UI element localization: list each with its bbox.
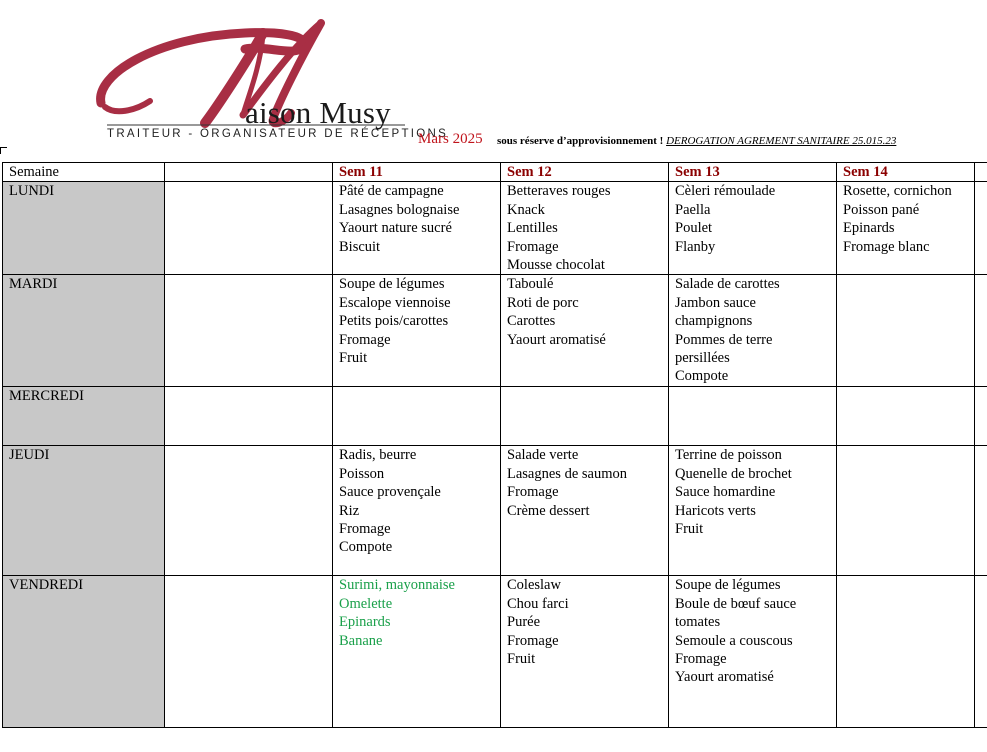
meal-item: Fromage — [507, 484, 559, 501]
meal-item: Pommes de terre — [675, 331, 773, 348]
week-header-11: Sem 11 — [333, 163, 501, 182]
meal-cell — [837, 576, 975, 728]
meal-item: Cèleri rémoulade — [675, 183, 776, 200]
meal-cell — [837, 275, 975, 387]
meal-item: Radis, beurre — [339, 447, 417, 464]
day-row — [3, 275, 987, 387]
month-label: Mars 2025 — [418, 131, 483, 147]
meal-item: Rosette, cornichon — [843, 183, 952, 200]
day-row — [3, 182, 987, 275]
meal-item: Salade verte — [507, 447, 579, 464]
meal-item: Surimi, mayonnaise — [339, 577, 455, 594]
meal-cell — [669, 182, 837, 275]
meal-item: Paella — [675, 201, 711, 218]
meal-cell — [501, 387, 669, 446]
meal-item: Fromage blanc — [843, 238, 930, 255]
meal-item: Lasagnes bolognaise — [339, 201, 460, 218]
meal-cell — [333, 275, 501, 387]
meal-cell — [333, 387, 501, 446]
meal-item: Soupe de légumes — [675, 577, 781, 594]
meal-item: Soupe de légumes — [339, 276, 445, 293]
meal-item: Flanby — [675, 238, 716, 255]
meal-item: Fromage — [339, 521, 391, 538]
meal-item: Semoule a couscous — [675, 632, 793, 649]
meal-item: Boule de bœuf sauce — [675, 595, 797, 612]
edge-cell — [975, 446, 987, 576]
meal-item: Carottes — [507, 313, 556, 330]
week-header-12: Sem 12 — [501, 163, 669, 182]
edge-cell — [975, 387, 987, 446]
blank-cell — [165, 576, 333, 728]
meal-cell — [669, 387, 837, 446]
meal-item: Riz — [339, 502, 360, 519]
meal-item: Poisson — [339, 465, 385, 482]
supply-notice-text: sous réserve d’approvisionnement ! — [497, 135, 664, 147]
week-label: Semaine — [3, 163, 165, 182]
meal-item: Fromage — [507, 632, 559, 649]
meal-item: Yaourt aromatisé — [675, 669, 774, 686]
blank-cell — [165, 275, 333, 387]
meal-item: Jambon sauce — [675, 294, 756, 311]
meal-item: Pâté de campagne — [339, 183, 444, 200]
meal-item: Sauce provençale — [339, 484, 441, 501]
meal-item: champignons — [675, 313, 753, 330]
meal-cell — [501, 275, 669, 387]
meal-item: Compote — [339, 539, 393, 556]
week-header-13: Sem 13 — [669, 163, 837, 182]
blank-header-cell — [165, 163, 333, 182]
day-label: JEUDI — [3, 446, 165, 576]
menu-table — [2, 162, 987, 728]
edge-cell — [975, 275, 987, 387]
meal-item: Roti de porc — [507, 294, 579, 311]
meal-cell — [333, 182, 501, 275]
meal-item: Mousse chocolat — [507, 257, 605, 274]
meal-item: Epinards — [843, 220, 895, 237]
day-label: LUNDI — [3, 182, 165, 275]
meal-item: Betteraves rouges — [507, 183, 611, 200]
meal-item: Compote — [675, 368, 729, 385]
meal-item: persillées — [675, 350, 730, 367]
meal-item: Banane — [339, 632, 383, 649]
week-header-row — [3, 163, 987, 182]
meal-cell — [837, 387, 975, 446]
meal-cell — [501, 446, 669, 576]
meal-cell — [669, 576, 837, 728]
day-label: MARDI — [3, 275, 165, 387]
corner-mark — [0, 147, 7, 154]
meal-item: Petits pois/carottes — [339, 313, 449, 330]
meal-cell — [333, 446, 501, 576]
meal-item: Lasagnes de saumon — [507, 465, 627, 482]
meal-item: tomates — [675, 614, 721, 631]
brand-logo — [95, 15, 449, 155]
blank-cell — [165, 446, 333, 576]
meal-item: Coleslaw — [507, 577, 561, 594]
meal-item: Fromage — [339, 331, 391, 348]
brand-tagline: TRAITEUR - ORGANISATEUR DE RÉCEPTIONS — [107, 128, 449, 140]
edge-cell — [975, 576, 987, 728]
meal-item: Omelette — [339, 595, 393, 612]
meal-item: Salade de carottes — [675, 276, 780, 293]
meal-item: Escalope viennoise — [339, 294, 451, 311]
meal-item: Crème dessert — [507, 502, 590, 519]
meal-item: Haricots verts — [675, 502, 756, 519]
meal-item: Purée — [507, 614, 541, 631]
meal-cell — [837, 446, 975, 576]
meal-cell — [837, 182, 975, 275]
meal-item: Lentilles — [507, 220, 558, 237]
meal-item: Quenelle de brochet — [675, 465, 792, 482]
meal-item: Taboulé — [507, 276, 554, 293]
meal-item: Fruit — [507, 651, 536, 668]
meal-cell — [501, 182, 669, 275]
meal-item: Poisson pané — [843, 201, 920, 218]
meal-item: Fromage — [507, 238, 559, 255]
edge-cell — [975, 163, 987, 182]
blank-cell — [165, 387, 333, 446]
day-row — [3, 387, 987, 446]
meal-item: Poulet — [675, 220, 713, 237]
day-label: VENDREDI — [3, 576, 165, 728]
supply-notice — [497, 135, 896, 147]
meal-cell — [501, 576, 669, 728]
brand-name: aison Musy — [245, 95, 391, 130]
meal-cell — [669, 275, 837, 387]
meal-item: Knack — [507, 201, 545, 218]
meal-item: Biscuit — [339, 238, 381, 255]
meal-item: Epinards — [339, 614, 391, 631]
meal-item: Fruit — [675, 521, 704, 538]
meal-item: Yaourt nature sucré — [339, 220, 452, 237]
meal-item: Sauce homardine — [675, 484, 776, 501]
meal-cell — [333, 576, 501, 728]
edge-cell — [975, 182, 987, 275]
derogation-text: DEROGATION AGREMENT SANITAIRE 25.015.23 — [666, 135, 897, 147]
meal-item: Terrine de poisson — [675, 447, 782, 464]
day-row — [3, 446, 987, 576]
meal-item: Fromage — [675, 651, 727, 668]
week-header-14: Sem 14 — [837, 163, 975, 182]
day-label: MERCREDI — [3, 387, 165, 446]
meal-item: Fruit — [339, 350, 368, 367]
meal-cell — [669, 446, 837, 576]
meal-item: Chou farci — [507, 595, 569, 612]
day-row — [3, 576, 987, 728]
meal-item: Yaourt aromatisé — [507, 331, 606, 348]
blank-cell — [165, 182, 333, 275]
